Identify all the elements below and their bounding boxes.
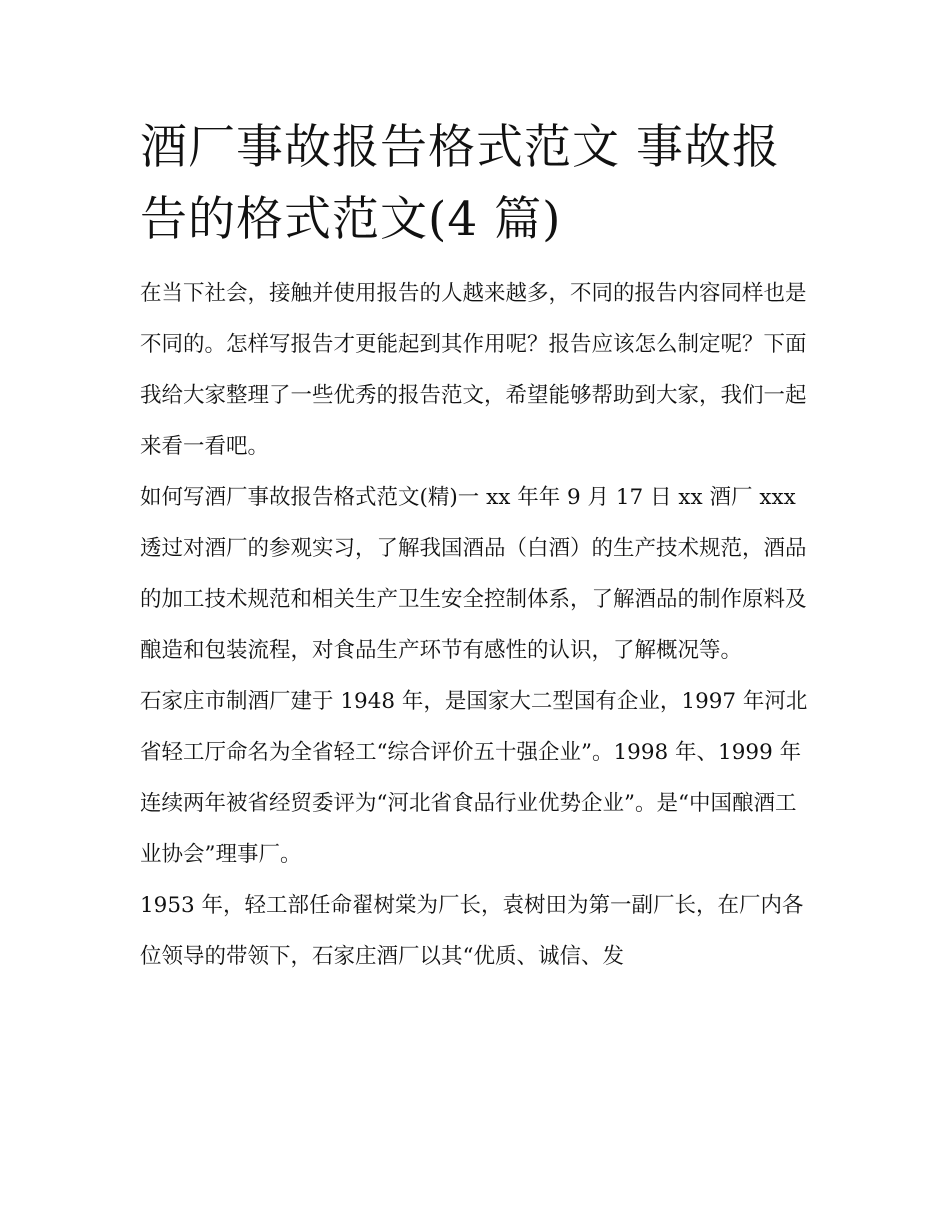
document-title: 酒厂事故报告格式范文 事故报告的格式范文(4 篇) xyxy=(140,120,780,247)
purpose-paragraph: 透过对酒厂的参观实习，了解我国酒品（白酒）的生产技术规范，酒品的加工技术规范和相关生产卫生安全控制体系，了解酒品的制作原料及酿造和包装流程，对食品生产环节有感性的认识，了解概况等。 xyxy=(140,536,807,663)
section-heading-line: 如何写酒厂事故报告格式范文(精)一 xx 年年 9 月 17 日 xx 酒厂 xxx xyxy=(140,485,796,510)
history-paragraph: 石家庄市制酒厂建于 1948 年，是国家大二型国有企业，1997 年河北省轻工厅命名为全省轻工“综合评价五十强企业”。1998 年、1999 年连续两年被省经贸委评为“河北省食品行业优势企业”。是“中国酿酒工业协会”理事厂。 xyxy=(140,689,808,867)
leadership-paragraph: 1953 年，轻工部任命翟树棠为厂长，袁树田为第一副厂长，在厂内各位领导的带领下，石家庄酒厂以其“优质、诚信、发 xyxy=(140,893,804,969)
intro-paragraph: 在当下社会，接触并使用报告的人越来越多，不同的报告内容同样也是不同的。怎样写报告才更能起到其作用呢？报告应该怎么制定呢？下面我给大家整理了一些优秀的报告范文，希望能够帮助到大家，我们一起来看一看吧。 xyxy=(140,281,807,459)
document-body xyxy=(140,112,812,982)
